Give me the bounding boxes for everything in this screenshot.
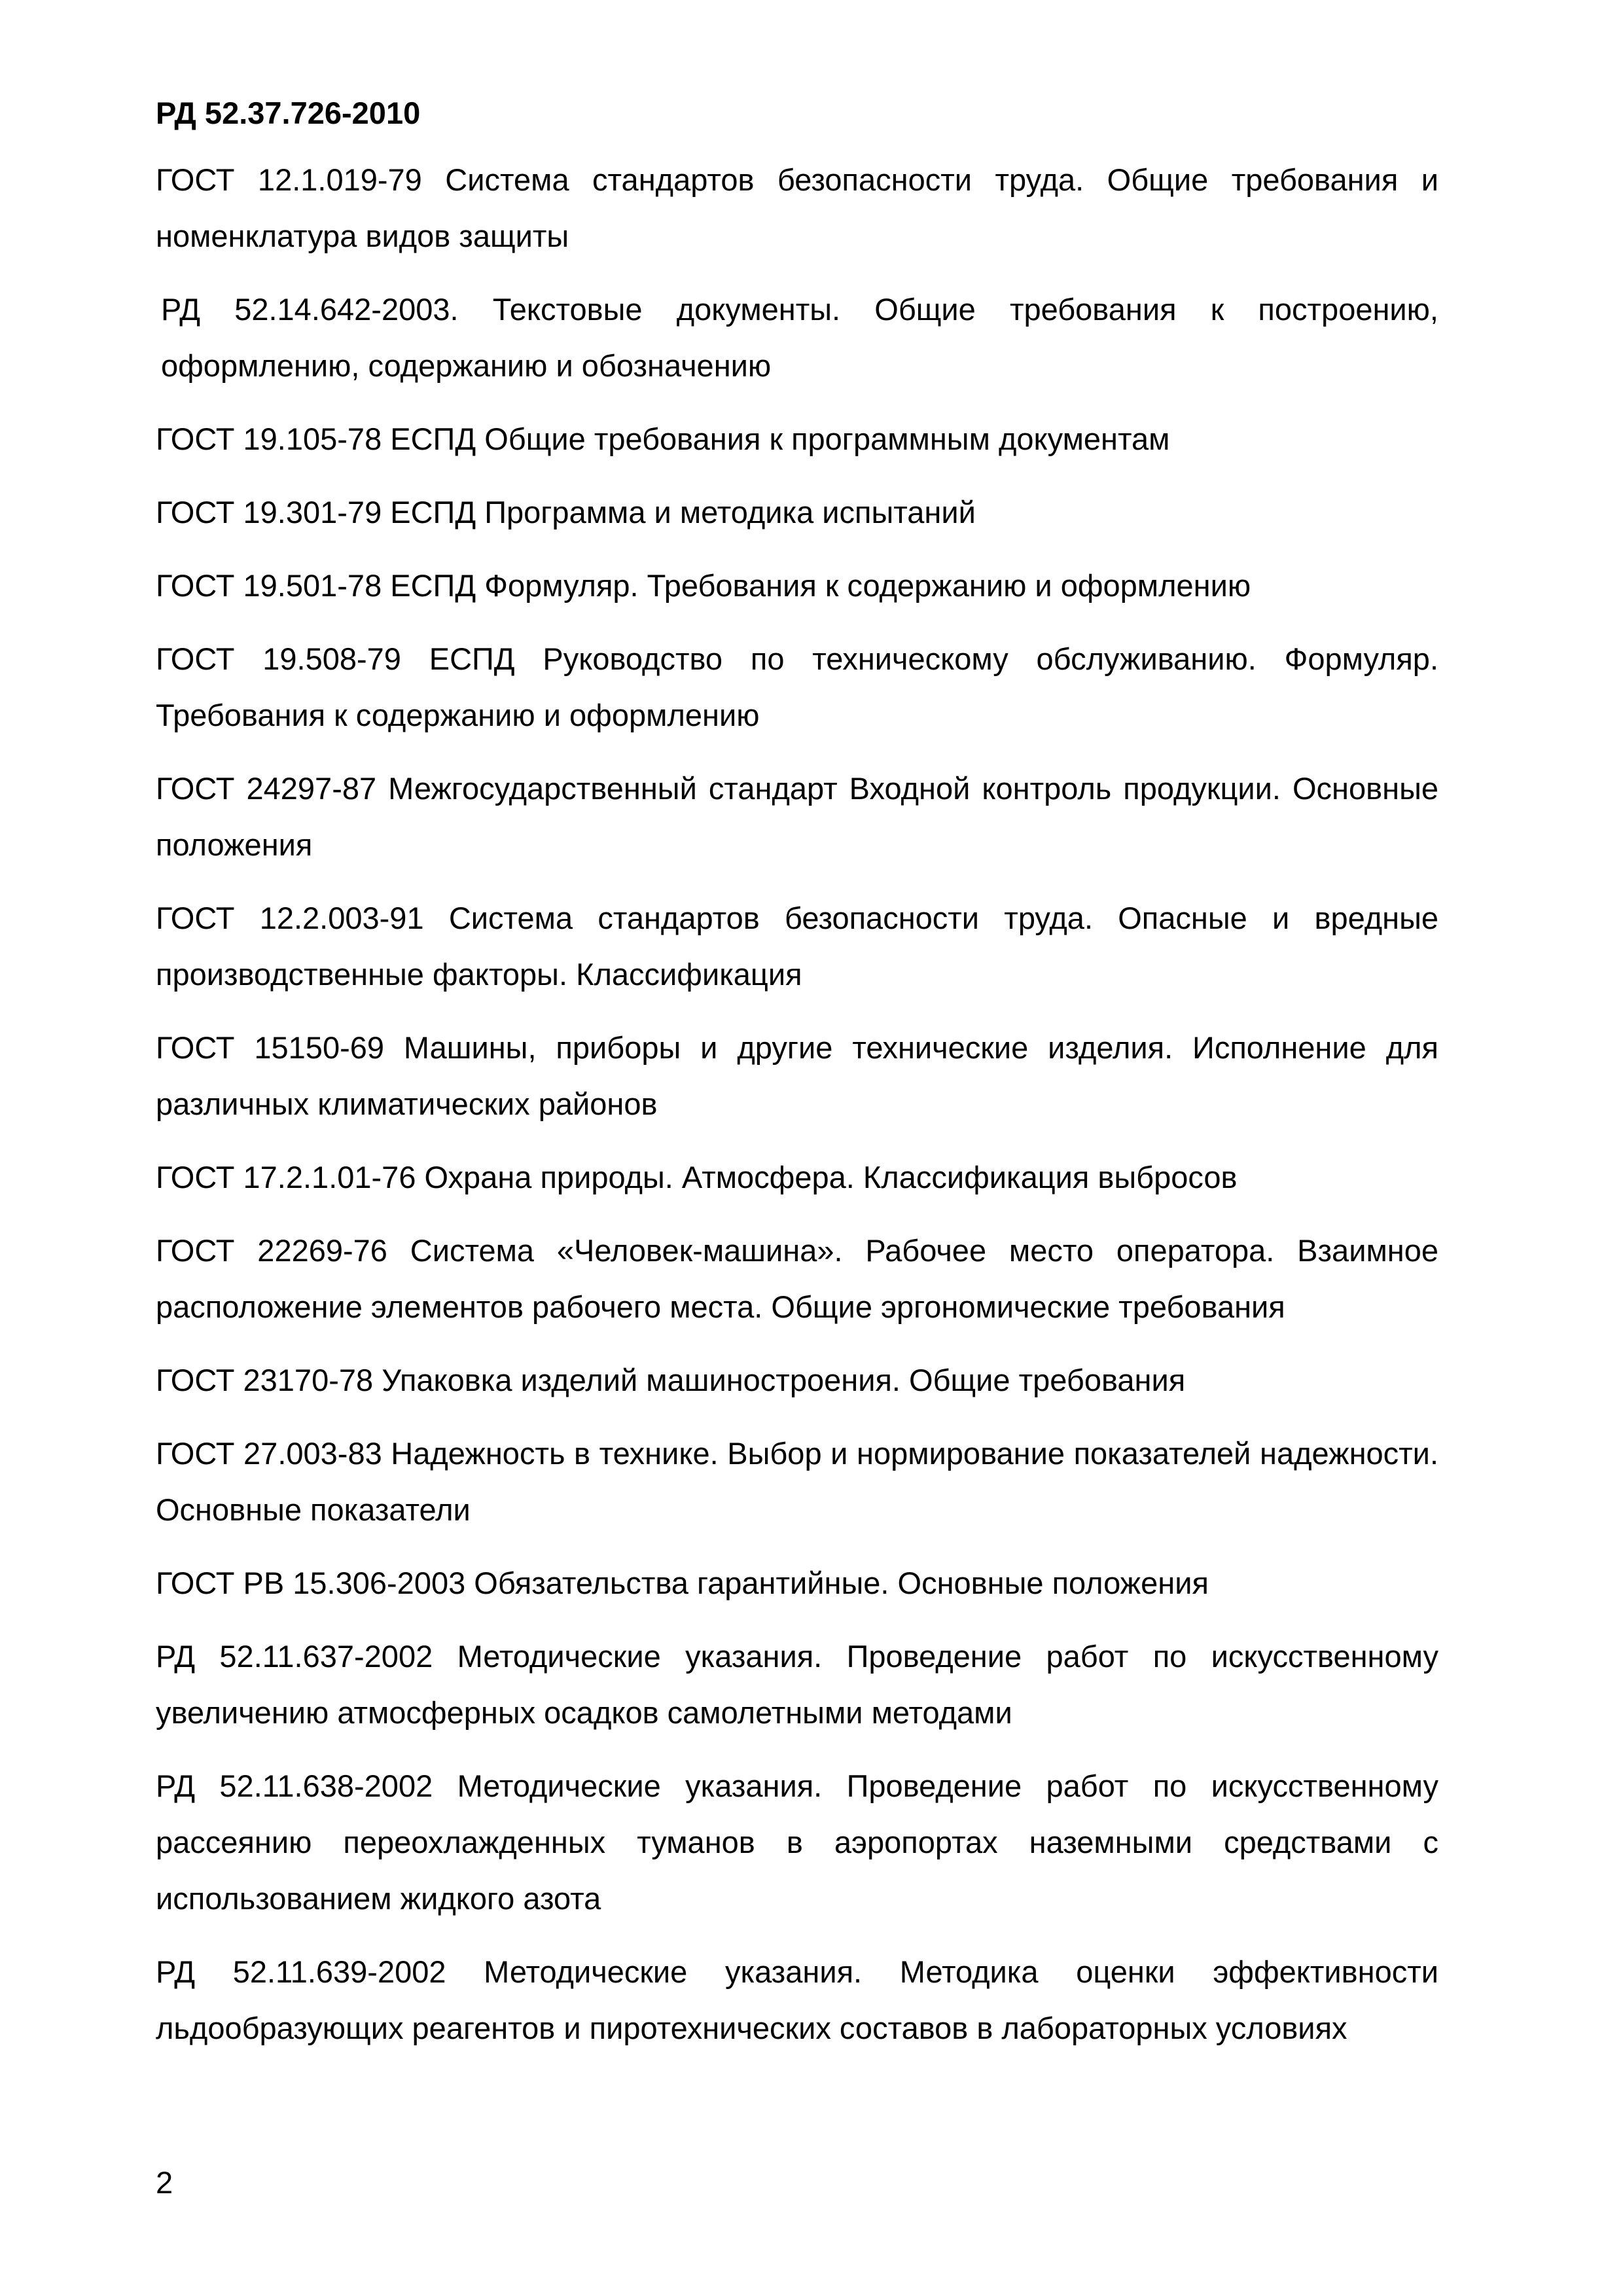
reference-item: ГОСТ 17.2.1.01-76 Охрана природы. Атмосфера. Классификация выбросов	[156, 1160, 1238, 1194]
reference-item: ГОСТ 27.003-83 Надежность в технике. Выбор и нормирование показателей надежности. Основные показатели	[156, 1436, 1438, 1527]
reference-item: ГОСТ 12.2.003-91 Система стандартов безопасности труда. Опасные и вредные производственные факторы. Классификация	[156, 901, 1438, 992]
reference-item: ГОСТ 19.508-79 ЕСПД Руководство по техническому обслуживанию. Формуляр. Требования к содержанию и оформлению	[156, 641, 1438, 732]
reference-item: ГОСТ 24297-87 Межгосударственный стандарт Входной контроль продукции. Основные положения	[156, 771, 1438, 862]
reference-item: РД 52.11.639-2002 Методические указания. Методика оценки эффективности льдообразующих реагентов и пиротехнических составов в лабораторных условиях	[156, 1954, 1438, 2045]
reference-item: РД 52.11.638-2002 Методические указания. Проведение работ по искусственному рассеянию переохлажденных туманов в аэропортах наземными средствами с использованием жидкого азота	[156, 1768, 1438, 1916]
reference-item: ГОСТ 15150-69 Машины, приборы и другие технические изделия. Исполнение для различных климатических районов	[156, 1030, 1438, 1121]
normative-references-list	[156, 152, 1438, 2073]
reference-item: РД 52.11.637-2002 Методические указания. Проведение работ по искусственному увеличению атмосферных осадков самолетными методами	[156, 1639, 1438, 1730]
reference-item: ГОСТ РВ 15.306-2003 Обязательства гарантийные. Основные положения	[156, 1566, 1209, 1600]
reference-item: РД 52.14.642-2003. Текстовые документы. Общие требования к построению, оформлению, содержанию и обозначению	[161, 292, 1438, 383]
page-number: 2	[156, 2165, 173, 2200]
document-code-header: РД 52.37.726-2010	[156, 96, 421, 130]
reference-item: ГОСТ 19.301-79 ЕСПД Программа и методика испытаний	[156, 495, 976, 529]
reference-item: ГОСТ 12.1.019-79 Система стандартов безопасности труда. Общие требования и номенклатура видов защиты	[156, 162, 1438, 253]
reference-item: ГОСТ 19.105-78 ЕСПД Общие требования к программным документам	[156, 422, 1170, 456]
reference-item: ГОСТ 22269-76 Система «Человек-машина». Рабочее место оператора. Взаимное расположение элементов рабочего места. Общие эргономические требования	[156, 1233, 1438, 1324]
reference-item: ГОСТ 19.501-78 ЕСПД Формуляр. Требования к содержанию и оформлению	[156, 568, 1251, 603]
reference-item: ГОСТ 23170-78 Упаковка изделий машиностроения. Общие требования	[156, 1363, 1186, 1397]
